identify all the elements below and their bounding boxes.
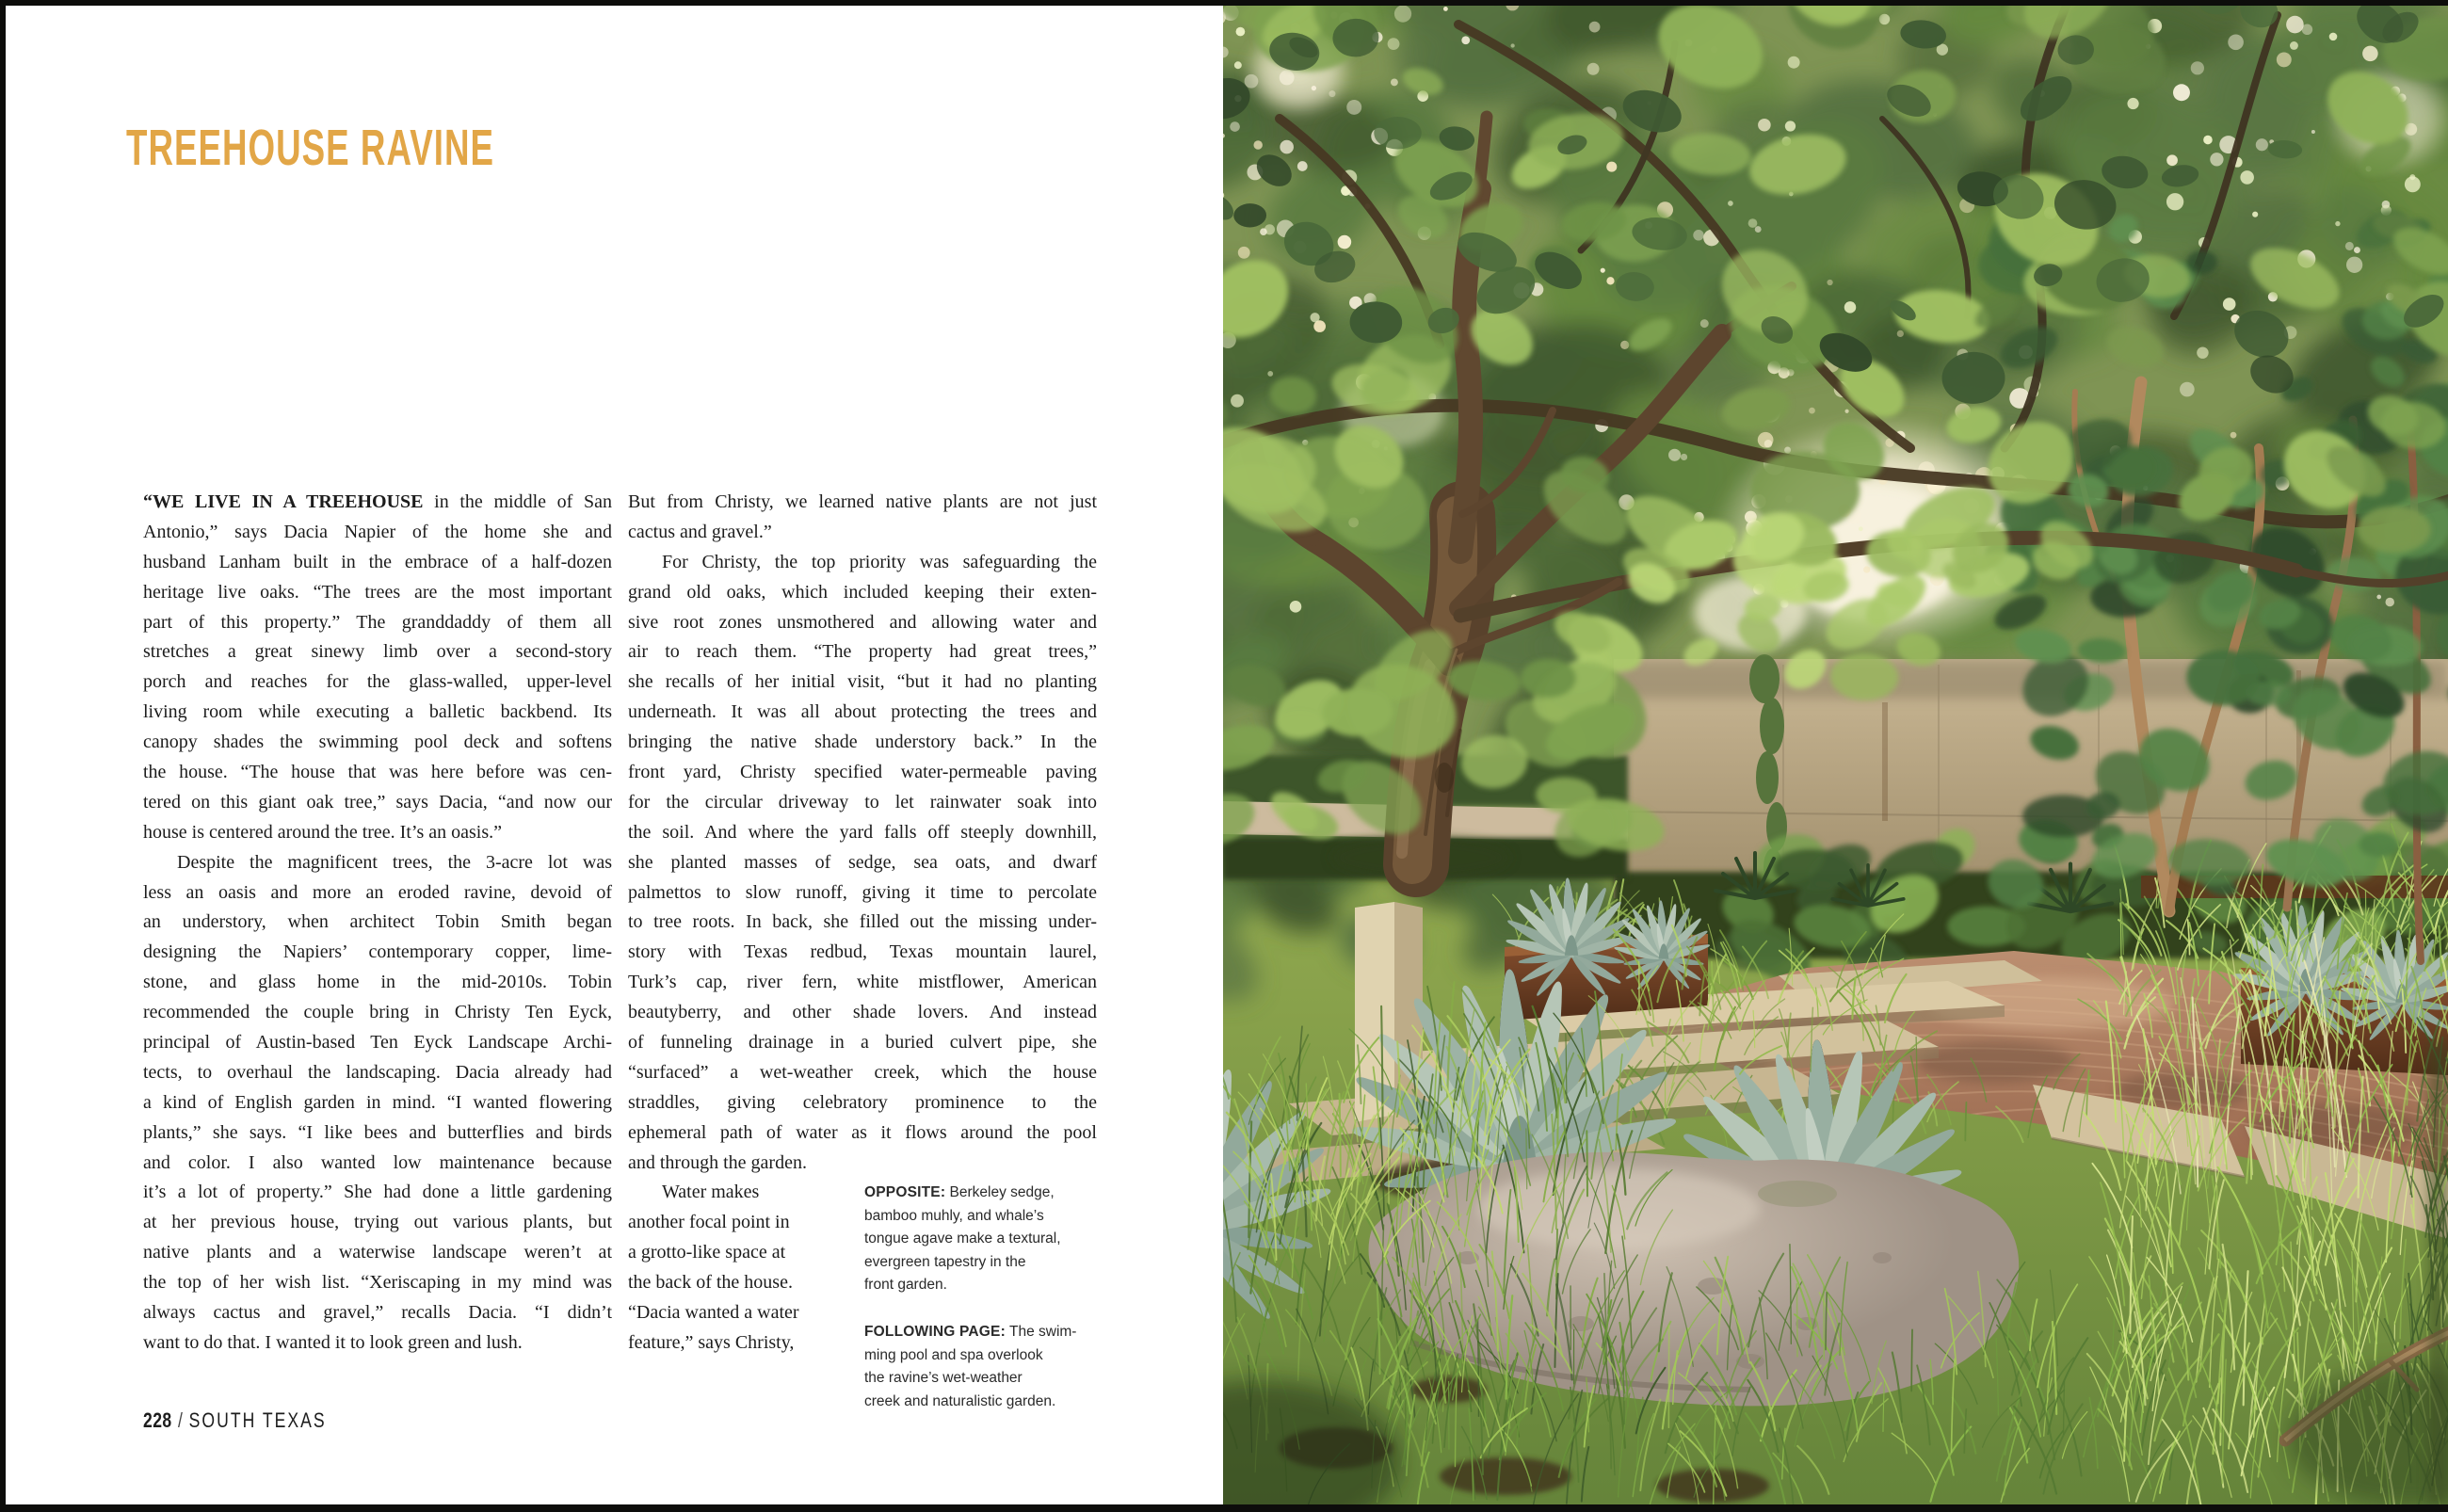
body-column-2-narrow: Water makes another focal point in a grotto-like space at the back of the house. “Dacia wanted a water feature,” says Christy, bbox=[628, 1182, 799, 1353]
body-column-2-lines: But from Christy, we learned native plants are not just cactus and gravel.” For Christy, the top priority was safeguarding the grand old oaks, which included keeping their exten- sive root zones unsmothered and allowing water and air to reach them. “The property had great trees,” she recalls of her initial visit, “but it had no planting underneath. It was all about protecting the trees and bringing the native shade understory back.” In the front yard, Christy specified water-permeable paving for the circular driveway to let rainwater soak into the soil. And where the yard falls off steeply downhill, she planted masses of sedge, sea oats, and dwarf palmettos to slow runoff, giving it time to percolate to tree roots. In back, she filled out the missing under- story with Texas redbud, Texas mountain laurel, Turk’s cap, river fern, white mistflower, American beautyberry, and other shade lovers. And instead of funneling drainage in a buried culvert pipe, she “surfaced” a wet-weather creek, which the house straddles, giving celebratory prominence to the ephemeral path of water as it flows around the pool and through the garden. bbox=[628, 491, 1097, 1173]
body-column-1: “WE LIVE IN A TREEHOUSE in the middle of San Antonio,” says Dacia Napier of the home she and husband Lanham built in the embrace of a half-dozen heritage live oaks. “The trees are the most important part of this property.” The granddaddy of them all stretches a great sinewy limb over a second-story porch and reaches for the glass-walled, upper-level living room while executing a balletic backbend. Its canopy shades the swimming pool deck and softens the house. “The house that was here before was cen- tered on this giant oak tree,” says Dacia, “and now our house is centered around the tree. It’s an oasis.” Despite the magnificent trees, the 3-acre lot was less an oasis and more an eroded ravine, devoid of an understory, when architect Tobin Smith began designing the Napiers’ contemporary copper, lime- stone, and glass home in the mid-2010s. Tobin recommended the couple bring in Christy Ten Eyck, principal of Austin-based Ten Eyck Landscape Archi- tects, to overhaul the landscaping. Dacia already had a kind of English garden in mind. “I wanted flowering plants,” she says. “I like bees and butterflies and birds and color. I also wanted low maintenance because it’s a lot of property.” She had done a little gardening at her previous house, trying out various plants, but native plants and a waterwise landscape weren’t at the top of her wish list. “Xeriscaping in my mind was always cactus and gravel,” recalls Dacia. “I didn’t want to do that. I wanted it to look green and lush. bbox=[143, 491, 612, 1353]
section-name: SOUTH TEXAS bbox=[188, 1408, 327, 1432]
left-page bbox=[6, 6, 1223, 1504]
garden-photo-art bbox=[1223, 6, 2448, 1504]
caption-following-page: FOLLOWING PAGE: The swim- ming pool and spa overlook the ravine’s wet-weather creek and naturalistic garden. bbox=[864, 1324, 1077, 1409]
page-footer bbox=[143, 1408, 327, 1433]
chapter-title: TREEHOUSE RAVINE bbox=[126, 120, 495, 177]
caption-opposite: OPPOSITE: Berkeley sedge, bamboo muhly, and whale’s tongue agave make a textural, evergreen tapestry in the front garden. bbox=[864, 1184, 1061, 1294]
body-column-2 bbox=[628, 488, 1097, 1409]
footer-separator: / bbox=[177, 1408, 184, 1432]
page-number: 228 bbox=[143, 1408, 172, 1432]
garden-photo bbox=[1223, 6, 2448, 1504]
photo-captions bbox=[864, 1182, 1102, 1413]
